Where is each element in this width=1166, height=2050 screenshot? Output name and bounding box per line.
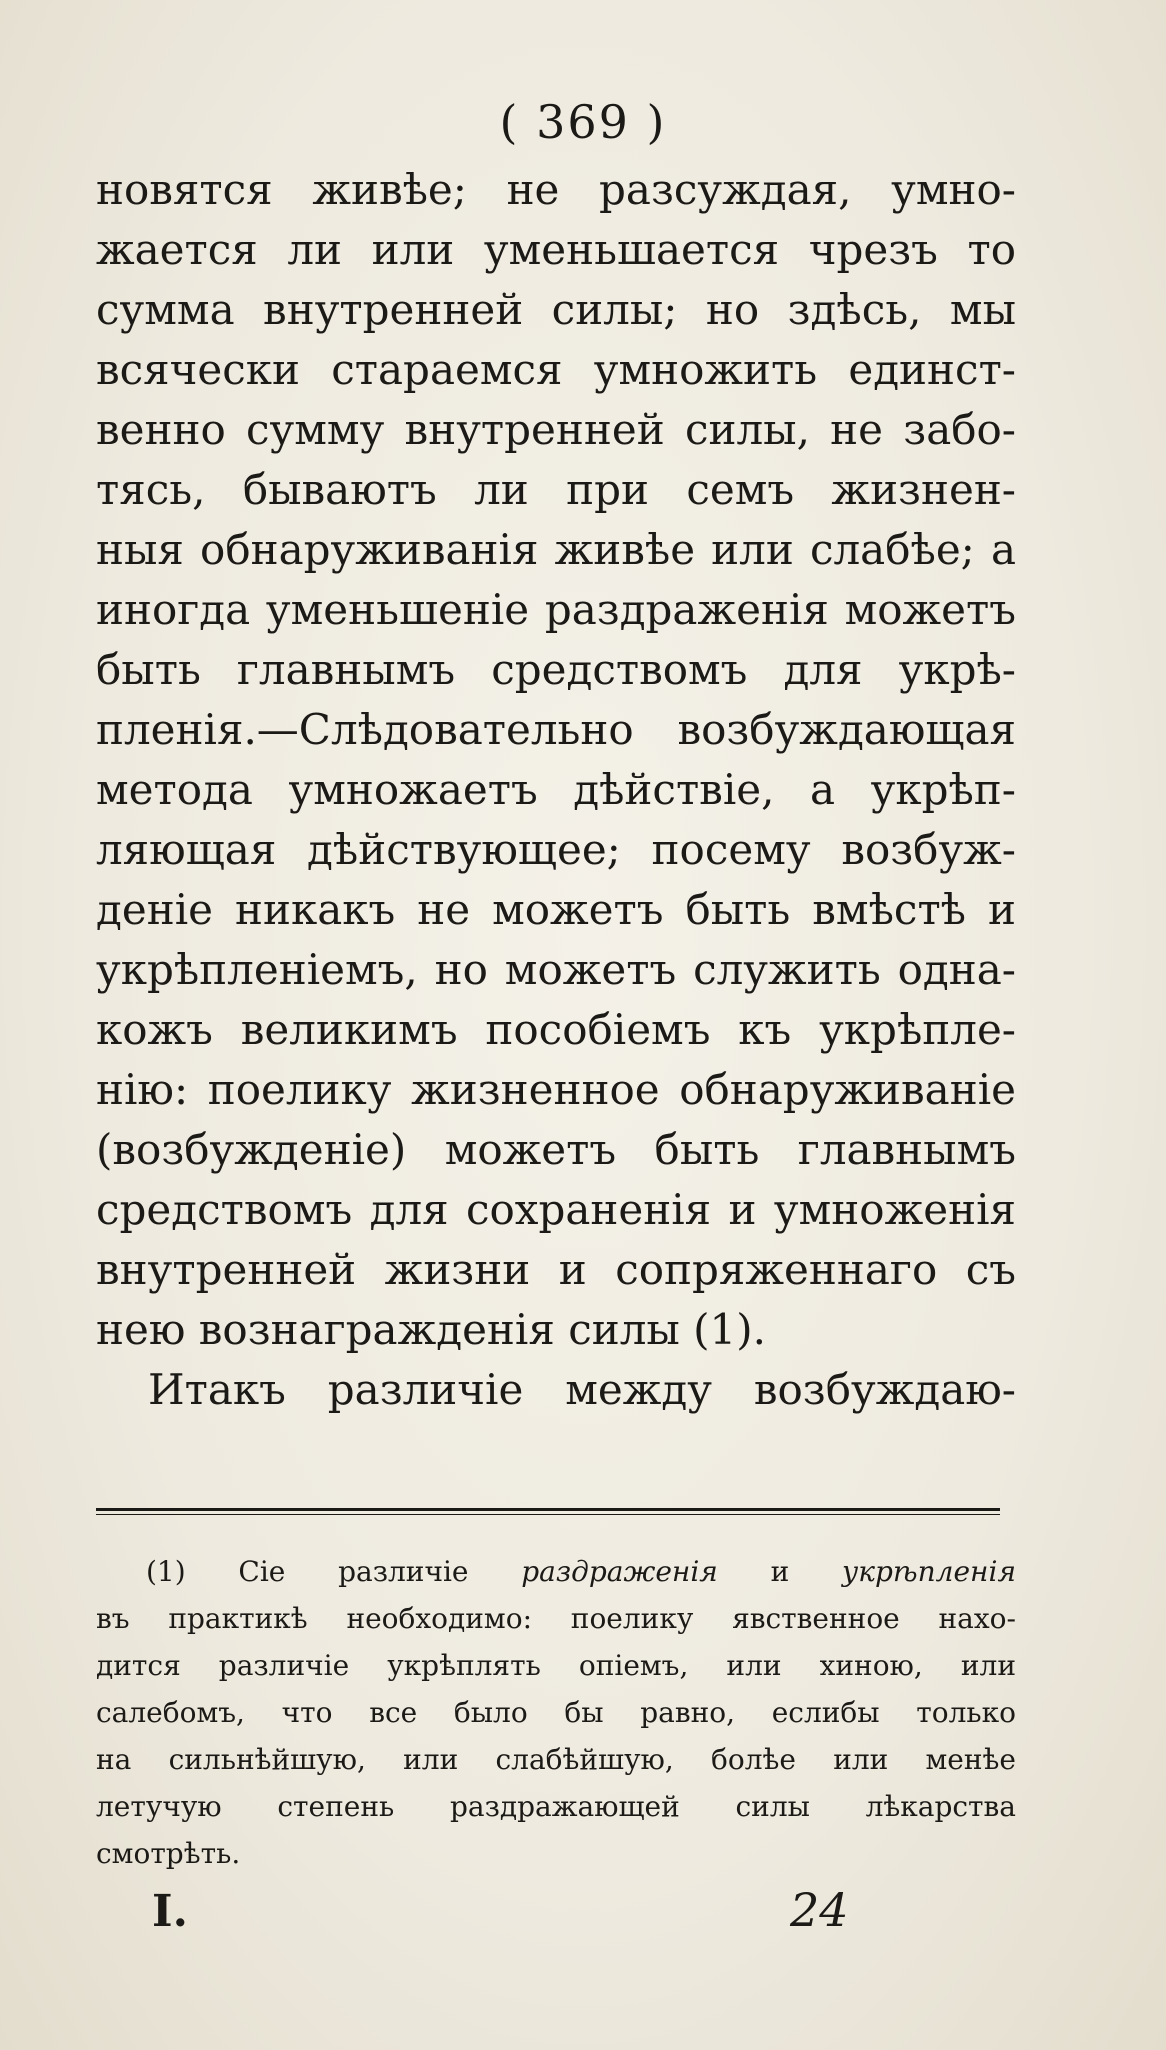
signature-mark: I. <box>152 1886 188 1937</box>
body-line: тясь, бываютъ ли при семъ жизнен- <box>96 465 1016 514</box>
body-line: быть главнымъ средствомъ для укрѣ- <box>96 645 1016 694</box>
body-line: ляющая дѣйствующее; посему возбуж- <box>96 825 1016 874</box>
body-line: метода умножаетъ дѣйствіе, а укрѣп- <box>96 765 1016 814</box>
footnote-line: летучую степень раздражающей силы лѣкарства <box>96 1790 1016 1823</box>
body-line: всячески стараемся умножить единст- <box>96 345 1016 394</box>
body-line: нею вознагражденія силы (1). <box>96 1305 767 1354</box>
body-line: жается ли или уменьшается чрезъ то <box>96 225 1016 274</box>
footnote-line: салебомъ, что все было бы равно, еслибы только <box>96 1696 1016 1729</box>
body-line: укрѣпленіемъ, но можетъ служить одна- <box>96 945 1016 994</box>
footnote <box>96 1548 1016 1877</box>
body-line: Итакъ различіе между возбуждаю- <box>148 1365 1016 1414</box>
footnote-separator-rule <box>96 1508 1000 1515</box>
footnote-term-irritation: раздраженія <box>521 1555 718 1588</box>
body-text <box>96 160 1016 1420</box>
body-line: ныя обнаруживанія живѣе или слабѣе; а <box>96 525 1016 574</box>
footnote-line: въ практикѣ необходимо: поелику явственное нахо- <box>96 1602 1016 1635</box>
body-line: деніе никакъ не можетъ быть вмѣстѣ и <box>96 885 1016 934</box>
body-line: венно сумму внутренней силы, не забо- <box>96 405 1016 454</box>
page-number: ( 369 ) <box>499 95 667 149</box>
footnote-line: на сильнѣйшую, или слабѣйшую, болѣе или менѣе <box>96 1743 1016 1776</box>
body-line: нію: поелику жизненное обнаруживаніе <box>96 1065 1016 1114</box>
footnote-lead: Сіе различіе <box>238 1555 469 1588</box>
footnote-conjunction: и <box>770 1555 790 1588</box>
body-line: пленія.—Слѣдовательно возбуждающая <box>96 705 1016 754</box>
body-line: (возбужденіе) можетъ быть главнымъ <box>96 1125 1016 1174</box>
footnote-first-line <box>96 1548 1016 1595</box>
sheet-number: 24 <box>790 1883 849 1937</box>
footnote-marker: (1) <box>146 1555 186 1588</box>
body-line: новятся живѣе; не разсуждая, умно- <box>96 165 1016 214</box>
body-line: внутренней жизни и сопряженнаго съ <box>96 1245 1016 1294</box>
body-line: иногда уменьшеніе раздраженія можетъ <box>96 585 1016 634</box>
body-line: средствомъ для сохраненія и умноженія <box>96 1185 1016 1234</box>
footnote-line: дится различіе укрѣплять опіемъ, или хиною, или <box>96 1649 1016 1682</box>
body-line: кожъ великимъ пособіемъ къ укрѣпле- <box>96 1005 1016 1054</box>
body-line: сумма внутренней силы; но здѣсь, мы <box>96 285 1016 334</box>
footnote-term-strengthening: укрѣпленія <box>842 1555 1016 1588</box>
footnote-line: смотрѣть. <box>96 1837 241 1870</box>
